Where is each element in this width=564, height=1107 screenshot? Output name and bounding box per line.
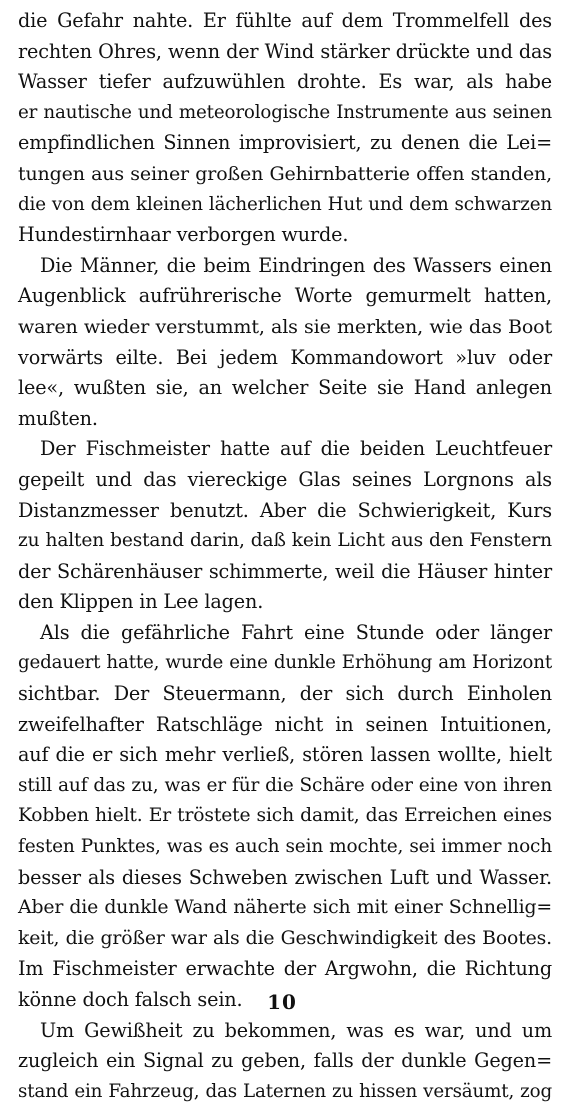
text-line: Wasser tiefer aufzuwühlen drohte. Es war, als habe	[18, 70, 552, 94]
text-line: vorwärts eilte. Bei jedem Kommandowort »luv oder	[18, 345, 552, 369]
text-line: könne doch falsch sein.	[18, 988, 243, 1011]
text-line: waren wieder verstummt, als sie merkten, wie das Boot	[18, 315, 552, 338]
text-line: gedauert hatte, wurde eine dunkle Erhöhung am Horizont	[18, 652, 552, 674]
text-line: stand ein Fahrzeug, das Laternen zu hissen versäumt, zog	[18, 1080, 552, 1102]
text-line: zu halten bestand darin, daß kein Licht aus den Fenstern	[18, 530, 552, 552]
paragraph-2	[18, 251, 552, 435]
text-line: Als die gefährliche Fahrt eine Stunde oder länger	[40, 620, 552, 644]
text-line: zweifelhafter Ratschläge nicht in seinen Intuitionen,	[18, 712, 552, 736]
text-line: mußten.	[18, 406, 98, 430]
text-line: die von dem kleinen lächerlichen Hut und dem schwarzen	[18, 193, 552, 215]
text-line: Distanzmesser benutzt. Aber die Schwierigkeit, Kurs	[18, 498, 552, 522]
text-line: rechten Ohres, wenn der Wind stärker drückte und das	[18, 39, 552, 63]
text-line: auf die er sich mehr verließ, stören lassen wollte, hielt	[18, 743, 552, 767]
text-line: lee«, wußten sie, an welcher Seite sie Hand anlegen	[18, 376, 552, 400]
paragraph-3	[18, 434, 552, 618]
text-line: den Klippen in Lee lagen.	[18, 590, 264, 614]
text-line: Aber die dunkle Wand näherte sich mit einer Schnellig=	[18, 897, 552, 919]
text-line: keit, die größer war als die Geschwindigkeit des Bootes.	[18, 927, 552, 949]
text-line: gepeilt und das viereckige Glas seines Lorgnons als	[18, 467, 552, 491]
text-line: sichtbar. Der Steuermann, der sich durch Einholen	[18, 682, 552, 706]
text-line: festen Punktes, was es auch sein mochte, sei immer noch	[18, 836, 552, 858]
text-line: still auf das zu, was er für die Schäre oder eine von ihren	[18, 774, 552, 796]
text-line: Um Gewißheit zu bekommen, was es war, und um	[40, 1018, 552, 1042]
text-line: tungen aus seiner großen Gehirnbatterie offen standen,	[18, 162, 552, 185]
text-line: der Schärenhäuser schimmerte, weil die Häuser hinter	[18, 559, 552, 583]
text-line: Die Männer, die beim Eindringen des Wassers einen	[40, 253, 552, 277]
text-line: Hundestirnhaar verborgen wurde.	[18, 223, 349, 247]
text-line: er nautische und meteorologische Instrumente aus seinen	[18, 101, 552, 123]
text-line: besser als dieses Schweben zwischen Luft und Wasser.	[18, 865, 552, 889]
page-number: 10	[267, 990, 297, 1014]
text-line: Augenblick aufrührerische Worte gemurmelt hatten,	[18, 284, 552, 308]
text-line: zugleich ein Signal zu geben, falls der dunkle Gegen=	[18, 1049, 552, 1073]
paragraph-4	[18, 618, 552, 1016]
text-line: Der Fischmeister hatte auf die beiden Leuchtfeuer	[40, 437, 552, 461]
text-line: Im Fischmeister erwachte der Argwohn, die Richtung	[18, 957, 552, 981]
paragraph-1	[18, 6, 552, 251]
paragraph-5	[18, 1016, 552, 1107]
text-line: Kobben hielt. Er tröstete sich damit, das Erreichen eines	[18, 805, 552, 827]
body-text	[18, 6, 552, 1107]
text-line: empfindlichen Sinnen improvisiert, zu denen die Lei=	[18, 131, 552, 155]
text-line: die Gefahr nahte. Er fühlte auf dem Trommelfell des	[18, 9, 552, 32]
